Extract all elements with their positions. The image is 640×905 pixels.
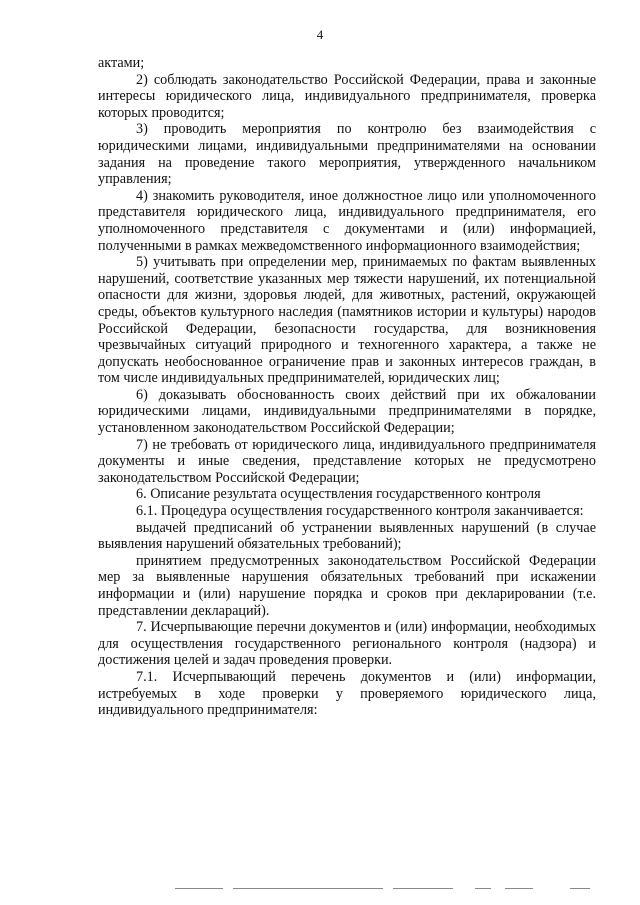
paragraph: выдачей предписаний об устранении выявленных нарушений (в случае выявления нарушений обязательных требований);	[98, 519, 596, 553]
paragraph: актами;	[98, 55, 145, 71]
paragraph: 6) доказывать обоснованность своих действий при их обжаловании юридическими лицами, индивидуальными предпринимателями в порядке, установленном законодательством Российской Федерации;	[98, 386, 596, 437]
paragraph: 7) не требовать от юридического лица, индивидуального предпринимателя документы и иные сведения, представление которых не предусмотрено законодательством Российской Федерации;	[98, 436, 596, 486]
paragraph: 3) проводить мероприятия по контролю без взаимодействия с юридическими лицами, индивидуальными предпринимателями на основании задания на проведение такого мероприятия, утвержденного начальником управления;	[98, 121, 596, 188]
paragraph: 7.1. Исчерпывающий перечень документов и (или) информации, истребуемых в ходе проверки у проверяемого юридического лица, индивидуального предпринимателя:	[98, 668, 596, 719]
paragraph: 6.1. Процедура осуществления государственного контроля заканчивается:	[136, 503, 584, 520]
footer-scan-marks	[175, 888, 595, 890]
paragraph: 2) соблюдать законодательство Российской Федерации, права и законные интересы юридического лица, индивидуального предпринимателя, проверка которых проводится;	[98, 71, 596, 121]
paragraph: принятием предусмотренных законодательством Российской Федерации мер за выявленные нарушения обязательных требований при искажении информации и (или) нарушение порядка и сроков при декларировании (т.е. представлении деклараций).	[98, 552, 596, 619]
page-number: 4	[316, 27, 324, 42]
paragraph: 5) учитывать при определении мер, принимаемых по фактам выявленных нарушений, соответствие указанных мер тяжести нарушений, их потенциальной опасности для жизни, здоровья людей, для животных, растений, окружающей среды, объектов культурного наследия (памятников истории и культуры) народов Российской Федерации, безопасности государства, для возникновения чрезвычайных ситуаций природного и техногенного характера, а также не допускать необоснованное ограничение прав и законных интересов граждан, в том числе индивидуальных предпринимателей, юридических лиц;	[98, 254, 596, 387]
document-body	[98, 55, 596, 719]
paragraph: 6. Описание результата осуществления государственного контроля	[136, 486, 541, 503]
paragraph: 4) знакомить руководителя, иное должностное лицо или уполномоченного представителя юридического лица, индивидуального предпринимателя, его уполномоченного представителя с документами и (или) информацией, полученными в рамках межведомственного информационного взаимодействия;	[98, 187, 596, 254]
paragraph: 7. Исчерпывающие перечни документов и (или) информации, необходимых для осуществления государственного регионального контроля (надзора) и достижения целей и задач проведения проверки.	[98, 619, 596, 669]
